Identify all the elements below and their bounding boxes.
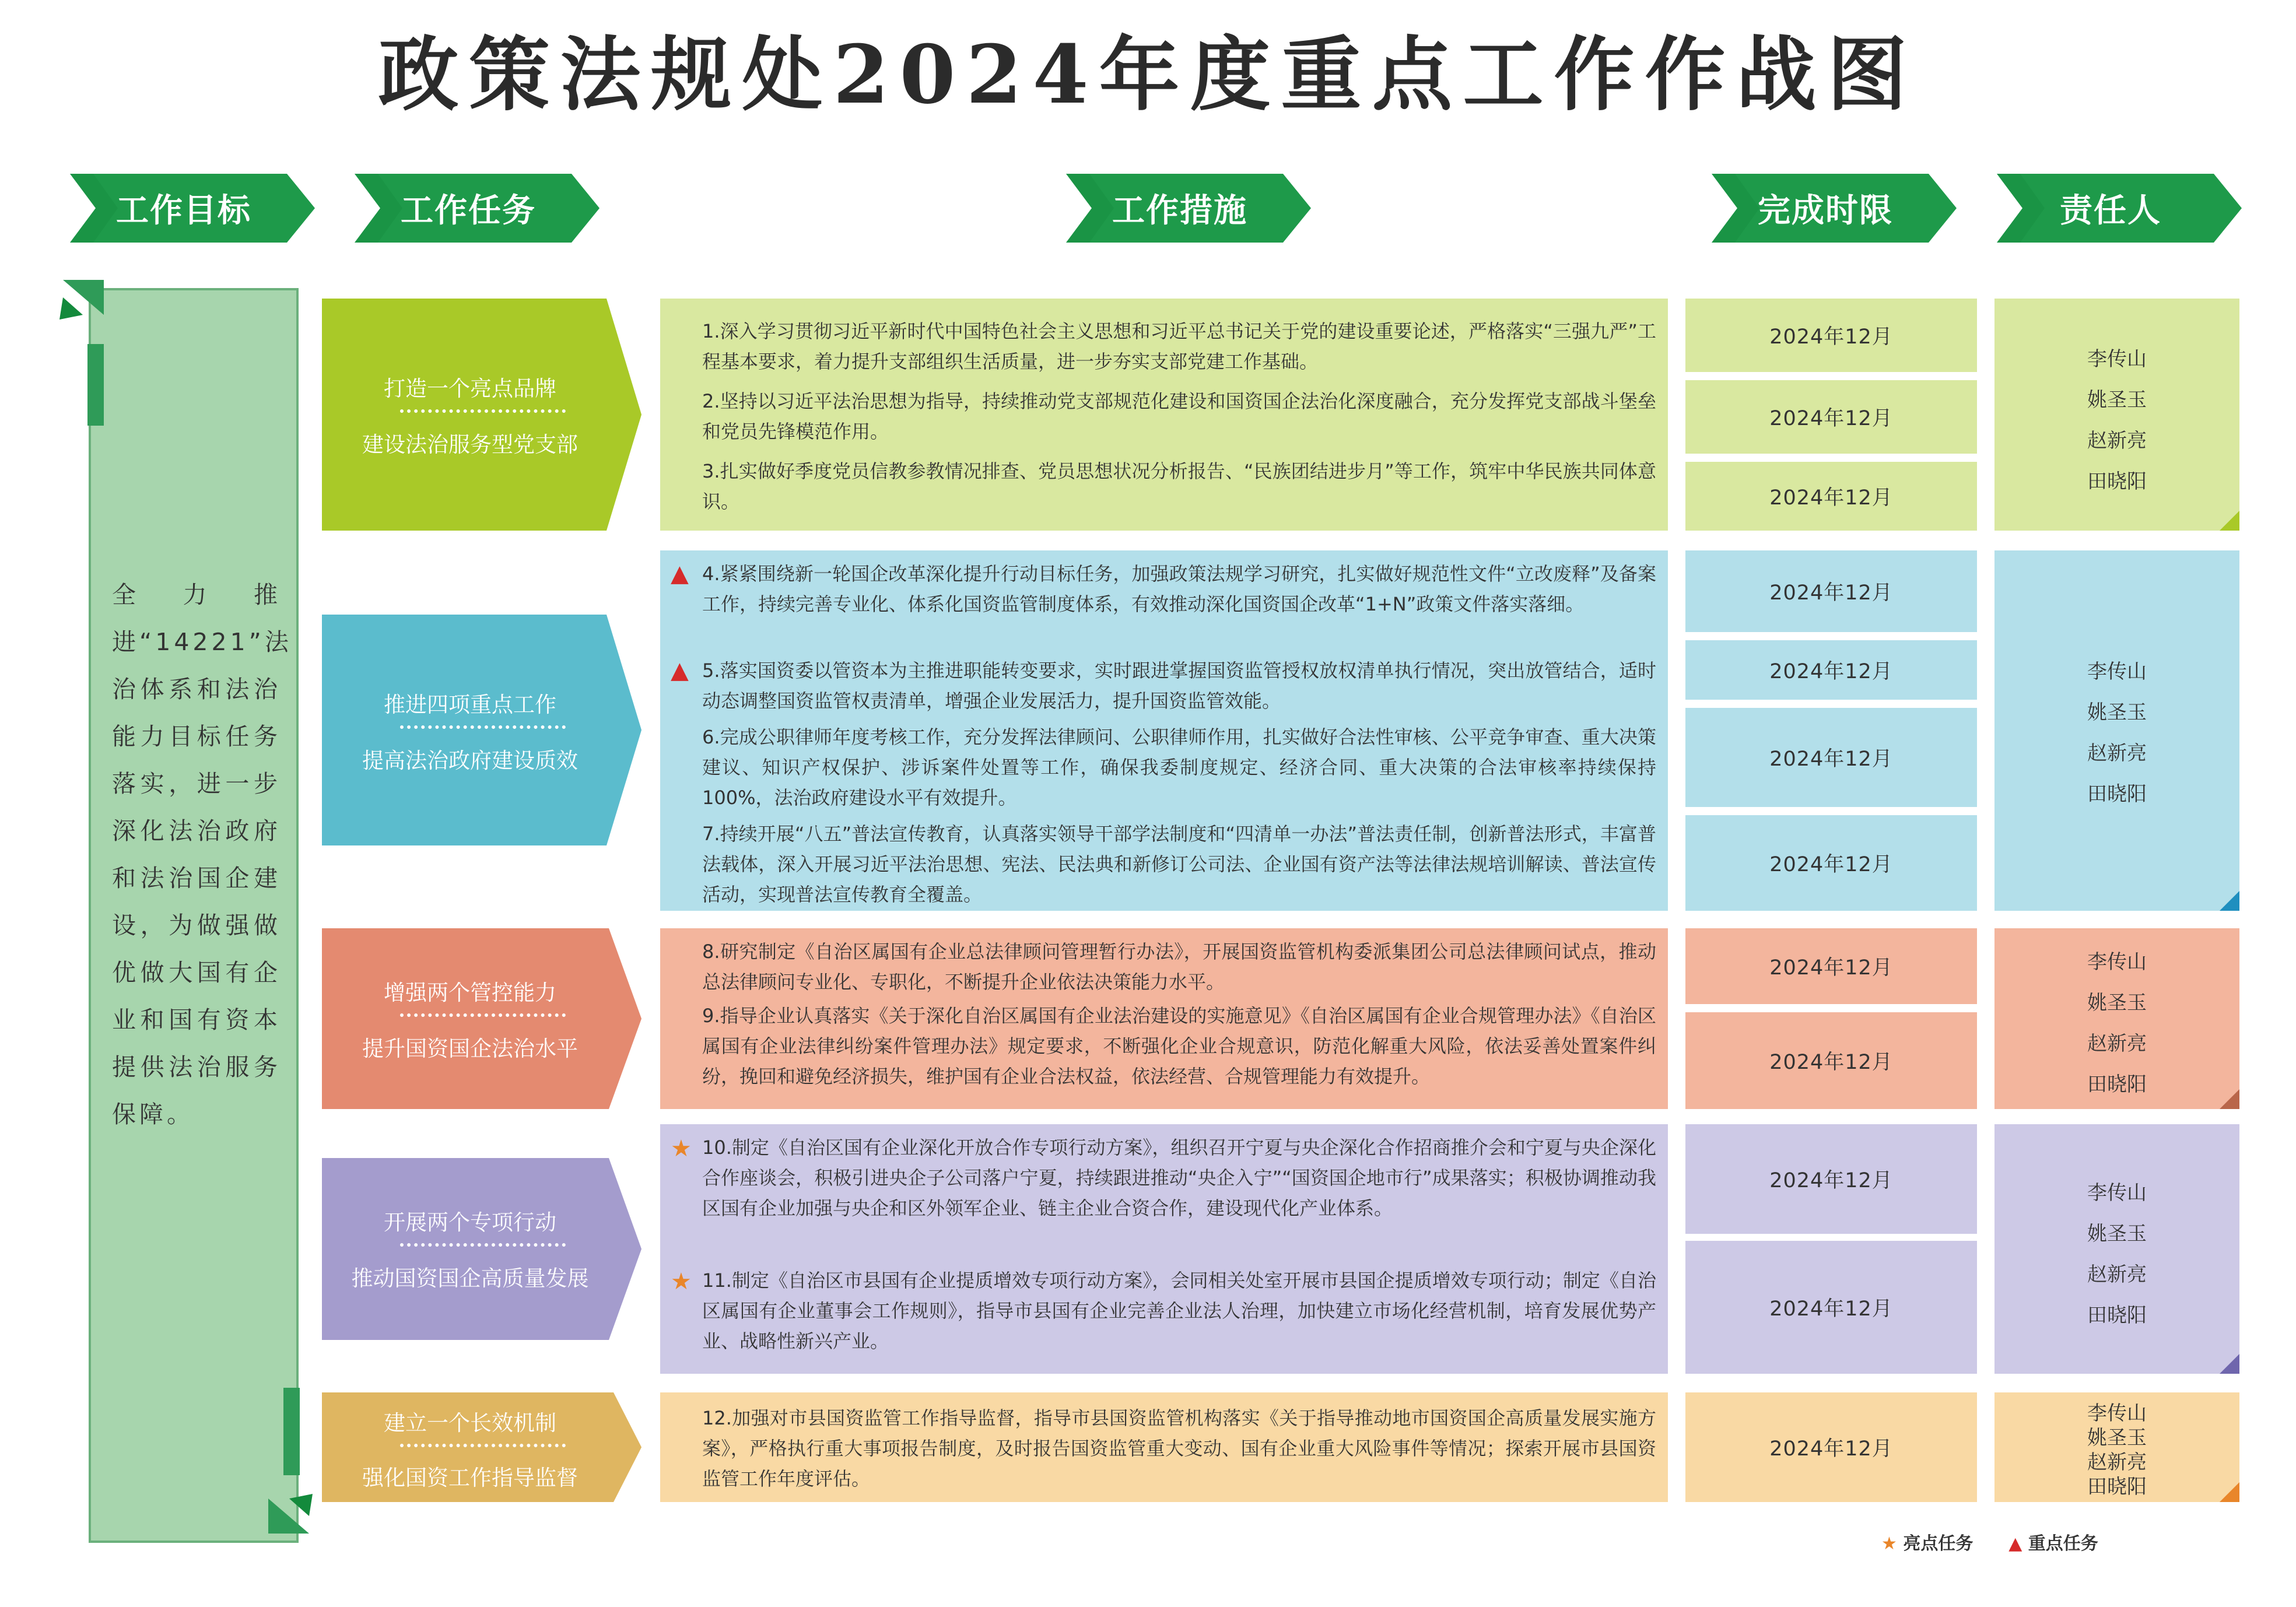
measure-item-5: 5.落实国资委以管资本为主推进职能转变要求，实时跟进掌握国资监管授权放权清单执行情况，突出放管结合，适时动态调整国资监管权责清单，增强企业发展活力，提升国资监管效能。 [702,659,1656,712]
header-goal-label: 工作目标 [116,192,251,230]
header-deadline-label: 完成时限 [1758,192,1893,230]
header-deadline [1712,174,1957,243]
page-corner-icon [2220,511,2239,531]
owner-name: 李传山 [2087,348,2147,371]
measures-panel-1 [660,299,1668,531]
deadline-cell: 2024年12月 [1685,640,1977,700]
owner-name: 田晓阳 [2087,1304,2147,1327]
header-owner [1997,174,2242,243]
deadline-cell: 2024年12月 [1685,299,1977,372]
task-block-2 [322,615,642,845]
header-measures-label: 工作措施 [1112,192,1247,230]
task-title: 打造一个亮点品牌 [384,376,556,401]
header-task-label: 工作任务 [401,192,536,230]
page-corner-icon [2220,1089,2239,1109]
owner-name: 姚圣玉 [2087,701,2147,724]
task-divider [400,409,566,413]
key-task-icon: ▲ [671,560,689,587]
deadline-cell: 2024年12月 [1685,708,1977,807]
task-subtitle: 推动国资国企高质量发展 [351,1266,589,1291]
measures-panel-3 [660,928,1668,1109]
owner-name: 赵新亮 [2087,1263,2147,1286]
measure-item-6: 6.完成公职律师年度考核工作，充分发挥法律顾问、公职律师作用，扎实做好合法性审核、公平竞争审查、重大决策建议、知识产权保护、涉诉案件处置等工作，确保我委制度规定、经济合同、重大决策的合法审核率持续保持100%，法治政府建设水平有效提升。 [702,726,1656,809]
corner-decoration-icon [257,1481,315,1539]
measure-item-9: 9.指导企业认真落实《关于深化自治区属国有企业法治建设的实施意见》《自治区属国有企业合规管理办法》《自治区属国有企业法律纠纷案件管理办法》规定要求，不断强化企业合规意识，防范化解重大风险，依法妥善处置案件纠纷，挽回和避免经济损失，维护国有企业合法权益，依法经营、合规管理能力有效提升。 [702,1005,1656,1087]
page-corner-icon [2220,891,2239,911]
task-arrow-shape [322,1158,642,1340]
measure-item-2: 2.坚持以习近平法治思想为指导，持续推动党支部规范化建设和国资国企法治化深度融合，充分发挥党支部战斗堡垒和党员先锋模范作用。 [702,390,1656,443]
measure-item-3: 3.扎实做好季度党员信教参教情况排查、党员思想状况分析报告、“民族团结进步月”等工作，筑牢中华民族共同体意识。 [702,460,1656,513]
task-subtitle: 提高法治政府建设质效 [362,748,578,773]
header-task [355,174,600,243]
deadline-cell: 2024年12月 [1685,1012,1977,1109]
task-title: 建立一个长效机制 [384,1410,556,1436]
task-arrow-shape [322,615,642,845]
deadline-cell: 2024年12月 [1685,1392,1977,1502]
owner-name: 李传山 [2087,1402,2147,1425]
task-title: 增强两个管控能力 [384,980,556,1005]
triangle-icon: ▲ [2008,1534,2022,1554]
key-task-icon: ▲ [671,657,689,684]
goal-text: 全力推进“14221”法治体系和法治能力目标任务落实，进一步深化法治政府和法治国企建设，为做强做优做大国有企业和国有资本提供法治服务保障。 [112,581,292,1128]
goal-side-bar [87,344,104,426]
deadline-cell: 2024年12月 [1685,1241,1977,1374]
owner-panel-3 [1994,928,2239,1109]
highlight-task-icon: ★ [671,1268,692,1295]
header-owner-label: 责任人 [2060,192,2161,230]
header-goal [70,174,315,243]
measure-item-4: 4.紧紧围绕新一轮国企改革深化提升行动目标任务，加强政策法规学习研究，扎实做好规范性文件“立改废释”及备案工作，持续完善专业化、体系化国资监管制度体系，有效推动深化国资国企改革“1+N”政策文件落实落细。 [702,563,1656,615]
measure-item-7: 7.持续开展“八五”普法宣传教育，认真落实领导干部学法制度和“四清单一办法”普法责任制，创新普法形式，丰富普法载体，深入开展习近平法治思想、宪法、民法典和新修订公司法、企业国有资产法等法律法规培训解读、普法宣传活动，实现普法宣传教育全覆盖。 [702,823,1656,906]
deadline-cell: 2024年12月 [1685,462,1977,531]
owner-name: 赵新亮 [2087,1032,2147,1055]
goal-side-bar-bottom [283,1388,300,1475]
header-measures [1066,174,1311,243]
task-subtitle: 强化国资工作指导监督 [362,1465,578,1490]
owner-name: 田晓阳 [2087,1073,2147,1096]
task-title: 开展两个专项行动 [384,1210,556,1235]
legend [1881,1529,2290,1555]
owner-name: 田晓阳 [2087,783,2147,806]
measures-panel-4 [660,1124,1668,1374]
owner-panel-2 [1994,550,2239,911]
measure-item-8: 8.研究制定《自治区属国有企业总法律顾问管理暂行办法》，开展国资监管机构委派集团公司总法律顾问试点，推动总法律顾问专业化、专职化，不断提升企业依法决策能力水平。 [702,941,1656,993]
deadline-cell: 2024年12月 [1685,1124,1977,1234]
task-divider [400,725,566,729]
task-block-4 [322,1158,642,1340]
corner-decoration-icon [57,274,110,327]
deadline-cell: 2024年12月 [1685,550,1977,632]
page-corner-icon [2220,1354,2239,1374]
star-icon: ★ [1881,1534,1897,1554]
owner-panel-5 [1994,1392,2239,1502]
measure-item-10: 10.制定《自治区国有企业深化开放合作专项行动方案》，组织召开宁夏与央企深化合作招商推介会和宁夏与央企深化合作座谈会，积极引进央企子公司落户宁夏，持续跟进推动“央企入宁”“国资国企地市行”成果落实；积极协调推动我区国有企业加强与央企和区外领军企业、链主企业合资合作，建设现代化产业体系。 [702,1136,1656,1219]
owner-name: 姚圣玉 [2087,1426,2147,1450]
task-subtitle: 建设法治服务型党支部 [362,432,578,457]
measure-item-12: 12.加强对市县国资监管工作指导监督，指导市县国资监管机构落实《关于指导推动地市国资国企高质量发展实施方案》，严格执行重大事项报告制度，及时报告国资监管重大变动、国有企业重大风险事件等情况；探索开展市县国资监管工作年度评估。 [702,1407,1656,1490]
owner-panel-1 [1994,299,2239,531]
owner-name: 李传山 [2087,660,2147,683]
owner-name: 姚圣玉 [2087,388,2147,412]
task-divider [400,1243,566,1247]
task-block-1 [322,299,642,531]
task-title: 推进四项重点工作 [384,692,556,717]
page-corner-icon [2220,1482,2239,1502]
owner-name: 田晓阳 [2087,470,2147,493]
measure-item-1: 1.深入学习贯彻习近平新时代中国特色社会主义思想和习近平总书记关于党的建设重要论述，严格落实“三强九严”工程基本要求，着力提升支部组织生活质量，进一步夯实支部党建工作基础。 [702,320,1656,373]
owner-panel-4 [1994,1124,2239,1374]
owner-name: 赵新亮 [2087,429,2147,452]
owner-name: 姚圣玉 [2087,991,2147,1015]
task-block-5 [322,1392,642,1502]
deadline-cell: 2024年12月 [1685,815,1977,911]
task-divider [400,1444,566,1447]
owner-name: 李传山 [2087,950,2147,974]
legend-triangle-label: 重点任务 [2028,1534,2098,1554]
deadline-cell: 2024年12月 [1685,380,1977,454]
deadline-cell: 2024年12月 [1685,928,1977,1004]
owner-name: 田晓阳 [2087,1475,2147,1499]
task-arrow-shape [322,299,642,531]
legend-star-label: 亮点任务 [1903,1534,1973,1554]
highlight-task-icon: ★ [671,1135,692,1162]
measure-item-11: 11.制定《自治区市县国有企业提质增效专项行动方案》，会同相关处室开展市县国企提质增效专项行动；制定《自治区属国有企业董事会工作规则》，指导市县国有企业完善企业法人治理，加快建立市场化经营机制，培育发展优势产业、战略性新兴产业。 [702,1269,1656,1352]
task-arrow-shape [322,928,642,1109]
owner-name: 姚圣玉 [2087,1222,2147,1245]
page-title: 政策法规处2024年度重点工作作战图 [378,27,1918,122]
task-subtitle: 提升国资国企法治水平 [362,1036,578,1061]
owner-name: 赵新亮 [2087,1451,2147,1474]
owner-name: 赵新亮 [2087,742,2147,765]
measures-panel-5 [660,1392,1668,1502]
task-divider [400,1013,566,1017]
measures-panel-2 [660,550,1668,911]
task-block-3 [322,928,642,1109]
owner-name: 李传山 [2087,1181,2147,1205]
